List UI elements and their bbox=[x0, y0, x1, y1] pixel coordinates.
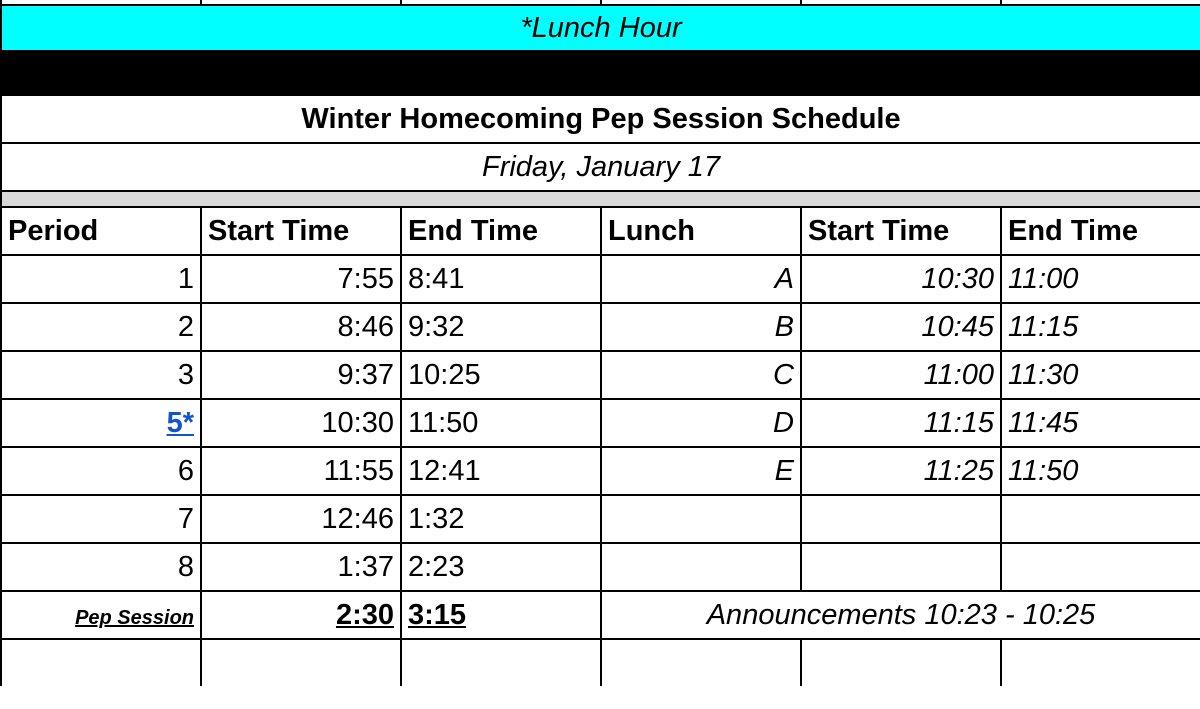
lunch-end-cell[interactable]: 11:30 bbox=[1001, 351, 1200, 399]
lunch-start-cell[interactable]: 10:45 bbox=[801, 303, 1001, 351]
table-row bbox=[1, 447, 1200, 495]
table-row bbox=[1, 495, 1200, 543]
pep-session-end-cell[interactable] bbox=[401, 591, 601, 639]
header-period[interactable]: Period bbox=[1, 207, 201, 255]
table-row bbox=[1, 543, 1200, 591]
period-cell[interactable]: 8 bbox=[1, 543, 201, 591]
header-start-time[interactable]: Start Time bbox=[201, 207, 401, 255]
pep-session-cell[interactable] bbox=[1, 591, 201, 639]
period-cell[interactable]: 2 bbox=[1, 303, 201, 351]
lunch-end-cell[interactable]: 11:45 bbox=[1001, 399, 1200, 447]
end-time-cell[interactable]: 1:32 bbox=[401, 495, 601, 543]
lunch-start-cell[interactable]: 10:30 bbox=[801, 255, 1001, 303]
header-row bbox=[1, 207, 1200, 255]
lunch-start-cell[interactable] bbox=[801, 495, 1001, 543]
end-time-cell[interactable]: 8:41 bbox=[401, 255, 601, 303]
start-time-cell[interactable]: 10:30 bbox=[201, 399, 401, 447]
end-time-cell[interactable]: 12:41 bbox=[401, 447, 601, 495]
lunch-start-cell[interactable]: 11:15 bbox=[801, 399, 1001, 447]
lunch-hour-banner-row bbox=[1, 5, 1200, 51]
lunch-start-cell[interactable]: 11:00 bbox=[801, 351, 1001, 399]
cell[interactable] bbox=[1, 639, 201, 686]
start-time-cell[interactable]: 8:46 bbox=[201, 303, 401, 351]
period-cell[interactable] bbox=[1, 399, 201, 447]
table-row bbox=[1, 399, 1200, 447]
table-row bbox=[1, 303, 1200, 351]
title-row bbox=[1, 95, 1200, 143]
cell[interactable] bbox=[401, 639, 601, 686]
start-time-cell[interactable]: 9:37 bbox=[201, 351, 401, 399]
end-time-cell[interactable]: 2:23 bbox=[401, 543, 601, 591]
start-time-cell[interactable]: 7:55 bbox=[201, 255, 401, 303]
empty-row bbox=[1, 639, 1200, 686]
black-divider[interactable] bbox=[1, 51, 1200, 95]
end-time-cell[interactable]: 10:25 bbox=[401, 351, 601, 399]
pep-session-start: 2:30 bbox=[335, 598, 394, 631]
start-time-cell[interactable]: 12:46 bbox=[201, 495, 401, 543]
lunch-start-cell[interactable] bbox=[801, 543, 1001, 591]
header-lunch-end-time[interactable]: End Time bbox=[1001, 207, 1200, 255]
pep-session-row bbox=[1, 591, 1200, 639]
period-5-link[interactable]: 5* bbox=[166, 406, 194, 439]
gray-divider[interactable] bbox=[1, 191, 1200, 207]
cell[interactable] bbox=[201, 639, 401, 686]
table-row bbox=[1, 351, 1200, 399]
lunch-cell[interactable]: D bbox=[601, 399, 801, 447]
cell[interactable] bbox=[601, 639, 801, 686]
lunch-cell[interactable] bbox=[601, 495, 801, 543]
lunch-cell[interactable] bbox=[601, 543, 801, 591]
black-divider-row bbox=[1, 51, 1200, 95]
header-end-time[interactable]: End Time bbox=[401, 207, 601, 255]
table-row bbox=[1, 255, 1200, 303]
period-cell[interactable]: 6 bbox=[1, 447, 201, 495]
period-cell[interactable]: 7 bbox=[1, 495, 201, 543]
start-time-cell[interactable]: 1:37 bbox=[201, 543, 401, 591]
lunch-hour-banner[interactable]: *Lunch Hour bbox=[1, 5, 1200, 51]
lunch-end-cell[interactable]: 11:15 bbox=[1001, 303, 1200, 351]
pep-session-end: 3:15 bbox=[408, 598, 467, 631]
date-row bbox=[1, 143, 1200, 191]
lunch-end-cell[interactable] bbox=[1001, 543, 1200, 591]
lunch-cell[interactable]: C bbox=[601, 351, 801, 399]
cell[interactable] bbox=[1001, 639, 1200, 686]
lunch-cell[interactable]: E bbox=[601, 447, 801, 495]
period-cell[interactable]: 3 bbox=[1, 351, 201, 399]
schedule-title[interactable]: Winter Homecoming Pep Session Schedule bbox=[1, 95, 1200, 143]
end-time-cell[interactable]: 11:50 bbox=[401, 399, 601, 447]
cell[interactable] bbox=[801, 639, 1001, 686]
lunch-end-cell[interactable] bbox=[1001, 495, 1200, 543]
header-lunch-start-time[interactable]: Start Time bbox=[801, 207, 1001, 255]
lunch-cell[interactable]: A bbox=[601, 255, 801, 303]
pep-session-label[interactable]: Pep Session bbox=[75, 606, 194, 629]
start-time-cell[interactable]: 11:55 bbox=[201, 447, 401, 495]
lunch-end-cell[interactable]: 11:50 bbox=[1001, 447, 1200, 495]
announcements-cell[interactable]: Announcements 10:23 - 10:25 bbox=[601, 591, 1200, 639]
schedule-date[interactable]: Friday, January 17 bbox=[1, 143, 1200, 191]
lunch-end-cell[interactable]: 11:00 bbox=[1001, 255, 1200, 303]
period-cell[interactable]: 1 bbox=[1, 255, 201, 303]
lunch-cell[interactable]: B bbox=[601, 303, 801, 351]
lunch-start-cell[interactable]: 11:25 bbox=[801, 447, 1001, 495]
end-time-cell[interactable]: 9:32 bbox=[401, 303, 601, 351]
gray-divider-row bbox=[1, 191, 1200, 207]
header-lunch[interactable]: Lunch bbox=[601, 207, 801, 255]
pep-session-start-cell[interactable] bbox=[201, 591, 401, 639]
